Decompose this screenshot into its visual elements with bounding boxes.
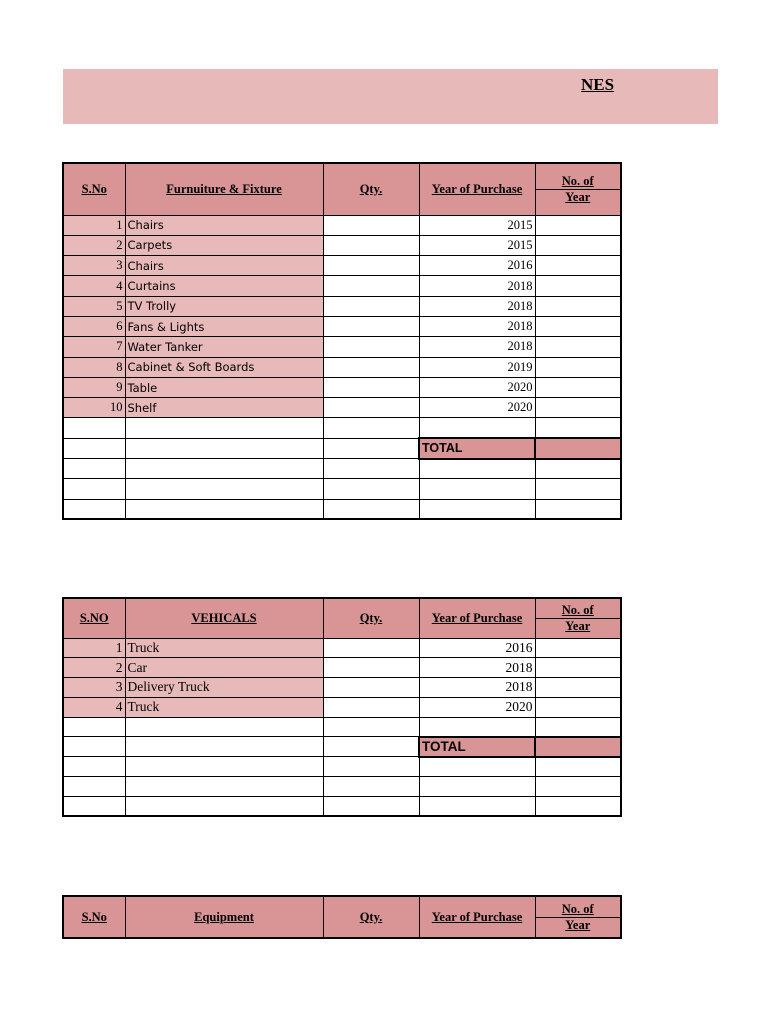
year-cell[interactable]: 2018: [419, 678, 535, 698]
empty-cell[interactable]: [419, 757, 535, 777]
empty-cell[interactable]: [535, 777, 621, 797]
no-of-year-cell[interactable]: [535, 276, 621, 296]
sno-cell[interactable]: 9: [63, 377, 125, 397]
empty-cell[interactable]: [125, 777, 323, 797]
no-of-year-cell[interactable]: [535, 256, 621, 276]
item-cell[interactable]: Delivery Truck: [125, 678, 323, 698]
qty-cell[interactable]: [323, 638, 419, 658]
empty-cell[interactable]: [63, 717, 125, 737]
no-of-year-cell[interactable]: [535, 296, 621, 316]
empty-cell[interactable]: [125, 737, 323, 757]
empty-cell[interactable]: [535, 479, 621, 499]
empty-cell[interactable]: [323, 459, 419, 479]
empty-cell[interactable]: [125, 499, 323, 519]
no-of-year-cell[interactable]: [535, 357, 621, 377]
year-of-purchase-header[interactable]: Year of Purchase: [419, 163, 535, 215]
vehicles-header-row: [63, 598, 621, 638]
qty-cell[interactable]: [323, 316, 419, 336]
year-cell[interactable]: 2018: [419, 337, 535, 357]
empty-row: [63, 459, 621, 479]
sno-cell[interactable]: 8: [63, 357, 125, 377]
year-cell[interactable]: 2018: [419, 658, 535, 678]
empty-cell[interactable]: [535, 717, 621, 737]
sno-cell[interactable]: 1: [63, 215, 125, 235]
no-of-label: No. of: [536, 603, 621, 619]
item-cell[interactable]: TV Trolly: [125, 296, 323, 316]
empty-cell[interactable]: [535, 459, 621, 479]
furniture-table: [62, 162, 622, 520]
no-of-year-header[interactable]: [535, 896, 621, 938]
no-of-year-cell[interactable]: [535, 658, 621, 678]
qty-cell[interactable]: [323, 276, 419, 296]
empty-cell[interactable]: [63, 418, 125, 438]
empty-row: [63, 717, 621, 737]
empty-cell[interactable]: [125, 479, 323, 499]
empty-cell[interactable]: [63, 777, 125, 797]
empty-cell[interactable]: [63, 737, 125, 757]
year-label: Year: [565, 618, 591, 633]
no-of-year-header[interactable]: [535, 598, 621, 638]
year-cell[interactable]: 2018: [419, 296, 535, 316]
empty-cell[interactable]: [535, 796, 621, 816]
no-of-label: No. of: [536, 174, 621, 190]
category-header[interactable]: VEHICALS: [125, 598, 323, 638]
empty-row: [63, 777, 621, 797]
sno-cell[interactable]: 2: [63, 658, 125, 678]
table-row: [63, 296, 621, 316]
total-row: [63, 438, 621, 458]
total-label: TOTAL: [419, 438, 535, 458]
year-cell[interactable]: 2020: [419, 398, 535, 418]
banner-title: NES: [581, 75, 615, 94]
empty-cell[interactable]: [535, 757, 621, 777]
empty-cell[interactable]: [323, 777, 419, 797]
year-cell[interactable]: 2020: [419, 697, 535, 717]
empty-cell[interactable]: [419, 777, 535, 797]
no-of-year-cell[interactable]: [535, 678, 621, 698]
qty-cell[interactable]: [323, 377, 419, 397]
empty-cell[interactable]: [419, 479, 535, 499]
empty-cell[interactable]: [63, 757, 125, 777]
item-cell[interactable]: Cabinet & Soft Boards: [125, 357, 323, 377]
table-row: [63, 316, 621, 336]
qty-cell[interactable]: [323, 398, 419, 418]
vehicles-table: [62, 597, 622, 817]
total-label: TOTAL: [419, 737, 535, 757]
empty-row: [63, 796, 621, 816]
year-cell[interactable]: 2016: [419, 256, 535, 276]
empty-cell[interactable]: [323, 438, 419, 458]
sno-cell[interactable]: 7: [63, 337, 125, 357]
year-cell[interactable]: 2018: [419, 276, 535, 296]
qty-cell[interactable]: [323, 337, 419, 357]
total-value-cell[interactable]: [535, 438, 621, 458]
table-row: [63, 357, 621, 377]
item-cell[interactable]: Shelf: [125, 398, 323, 418]
qty-cell[interactable]: [323, 256, 419, 276]
table-row: [63, 638, 621, 658]
table-row: [63, 337, 621, 357]
sno-cell[interactable]: 10: [63, 398, 125, 418]
empty-cell[interactable]: [323, 499, 419, 519]
no-of-label: No. of: [536, 902, 621, 918]
title-banner: [63, 69, 718, 124]
empty-row: [63, 499, 621, 519]
item-cell[interactable]: Table: [125, 377, 323, 397]
empty-cell[interactable]: [535, 499, 621, 519]
empty-cell[interactable]: [63, 438, 125, 458]
empty-row: [63, 479, 621, 499]
item-cell[interactable]: Carpets: [125, 235, 323, 255]
year-cell[interactable]: 2015: [419, 235, 535, 255]
empty-cell[interactable]: [323, 418, 419, 438]
year-of-purchase-header[interactable]: Year of Purchase: [419, 598, 535, 638]
table-row: [63, 276, 621, 296]
no-of-year-cell[interactable]: [535, 235, 621, 255]
table-row: [63, 377, 621, 397]
empty-cell[interactable]: [125, 717, 323, 737]
table-row: [63, 697, 621, 717]
table-row: [63, 398, 621, 418]
sno-cell[interactable]: 3: [63, 678, 125, 698]
item-cell[interactable]: Truck: [125, 697, 323, 717]
total-row: [63, 737, 621, 757]
qty-cell[interactable]: [323, 357, 419, 377]
empty-cell[interactable]: [125, 459, 323, 479]
qty-header[interactable]: Qty.: [323, 896, 419, 938]
qty-cell[interactable]: [323, 215, 419, 235]
empty-row: [63, 757, 621, 777]
sno-cell[interactable]: 4: [63, 697, 125, 717]
empty-cell[interactable]: [125, 418, 323, 438]
empty-cell[interactable]: [63, 459, 125, 479]
table-row: [63, 678, 621, 698]
empty-cell[interactable]: [419, 418, 535, 438]
empty-cell[interactable]: [63, 499, 125, 519]
total-value-cell[interactable]: [535, 737, 621, 757]
table-row: [63, 235, 621, 255]
empty-row: [63, 418, 621, 438]
empty-cell[interactable]: [323, 757, 419, 777]
qty-cell[interactable]: [323, 658, 419, 678]
empty-cell[interactable]: [419, 459, 535, 479]
no-of-year-cell[interactable]: [535, 638, 621, 658]
sno-header[interactable]: S.No: [63, 163, 125, 215]
table-row: [63, 256, 621, 276]
no-of-year-cell[interactable]: [535, 316, 621, 336]
year-cell[interactable]: 2019: [419, 357, 535, 377]
item-cell[interactable]: Fans & Lights: [125, 316, 323, 336]
empty-cell[interactable]: [419, 717, 535, 737]
empty-cell[interactable]: [125, 757, 323, 777]
year-cell[interactable]: 2018: [419, 316, 535, 336]
empty-cell[interactable]: [323, 796, 419, 816]
qty-header[interactable]: Qty.: [323, 598, 419, 638]
sno-cell[interactable]: 3: [63, 256, 125, 276]
item-cell[interactable]: Chairs: [125, 215, 323, 235]
sno-cell[interactable]: 6: [63, 316, 125, 336]
no-of-year-cell[interactable]: [535, 337, 621, 357]
sno-cell[interactable]: 1: [63, 638, 125, 658]
sno-cell[interactable]: 2: [63, 235, 125, 255]
year-of-purchase-header[interactable]: Year of Purchase: [419, 896, 535, 938]
no-of-year-cell[interactable]: [535, 377, 621, 397]
empty-cell[interactable]: [419, 796, 535, 816]
empty-cell[interactable]: [323, 717, 419, 737]
empty-cell[interactable]: [419, 499, 535, 519]
item-cell[interactable]: Water Tanker: [125, 337, 323, 357]
year-cell[interactable]: 2016: [419, 638, 535, 658]
table-row: [63, 215, 621, 235]
empty-cell[interactable]: [63, 796, 125, 816]
item-cell[interactable]: Curtains: [125, 276, 323, 296]
qty-cell[interactable]: [323, 296, 419, 316]
year-cell[interactable]: 2020: [419, 377, 535, 397]
item-cell[interactable]: Truck: [125, 638, 323, 658]
empty-cell[interactable]: [125, 796, 323, 816]
item-cell[interactable]: Chairs: [125, 256, 323, 276]
empty-cell[interactable]: [323, 737, 419, 757]
year-label: Year: [565, 189, 591, 204]
qty-cell[interactable]: [323, 697, 419, 717]
no-of-year-header[interactable]: [535, 163, 621, 215]
qty-cell[interactable]: [323, 235, 419, 255]
no-of-year-cell[interactable]: [535, 215, 621, 235]
equipment-table: [62, 895, 622, 939]
no-of-year-cell[interactable]: [535, 398, 621, 418]
category-header[interactable]: Furnuiture & Fixture: [125, 163, 323, 215]
sno-header[interactable]: S.No: [63, 896, 125, 938]
qty-header[interactable]: Qty.: [323, 163, 419, 215]
sno-header[interactable]: S.NO: [63, 598, 125, 638]
furniture-header-row: [63, 163, 621, 215]
sno-cell[interactable]: 4: [63, 276, 125, 296]
table-row: [63, 658, 621, 678]
qty-cell[interactable]: [323, 678, 419, 698]
category-header[interactable]: Equipment: [125, 896, 323, 938]
year-cell[interactable]: 2015: [419, 215, 535, 235]
year-label: Year: [565, 917, 591, 932]
empty-cell[interactable]: [63, 479, 125, 499]
sno-cell[interactable]: 5: [63, 296, 125, 316]
empty-cell[interactable]: [535, 418, 621, 438]
equipment-header-row: [63, 896, 621, 938]
item-cell[interactable]: Car: [125, 658, 323, 678]
empty-cell[interactable]: [125, 438, 323, 458]
no-of-year-cell[interactable]: [535, 697, 621, 717]
empty-cell[interactable]: [323, 479, 419, 499]
